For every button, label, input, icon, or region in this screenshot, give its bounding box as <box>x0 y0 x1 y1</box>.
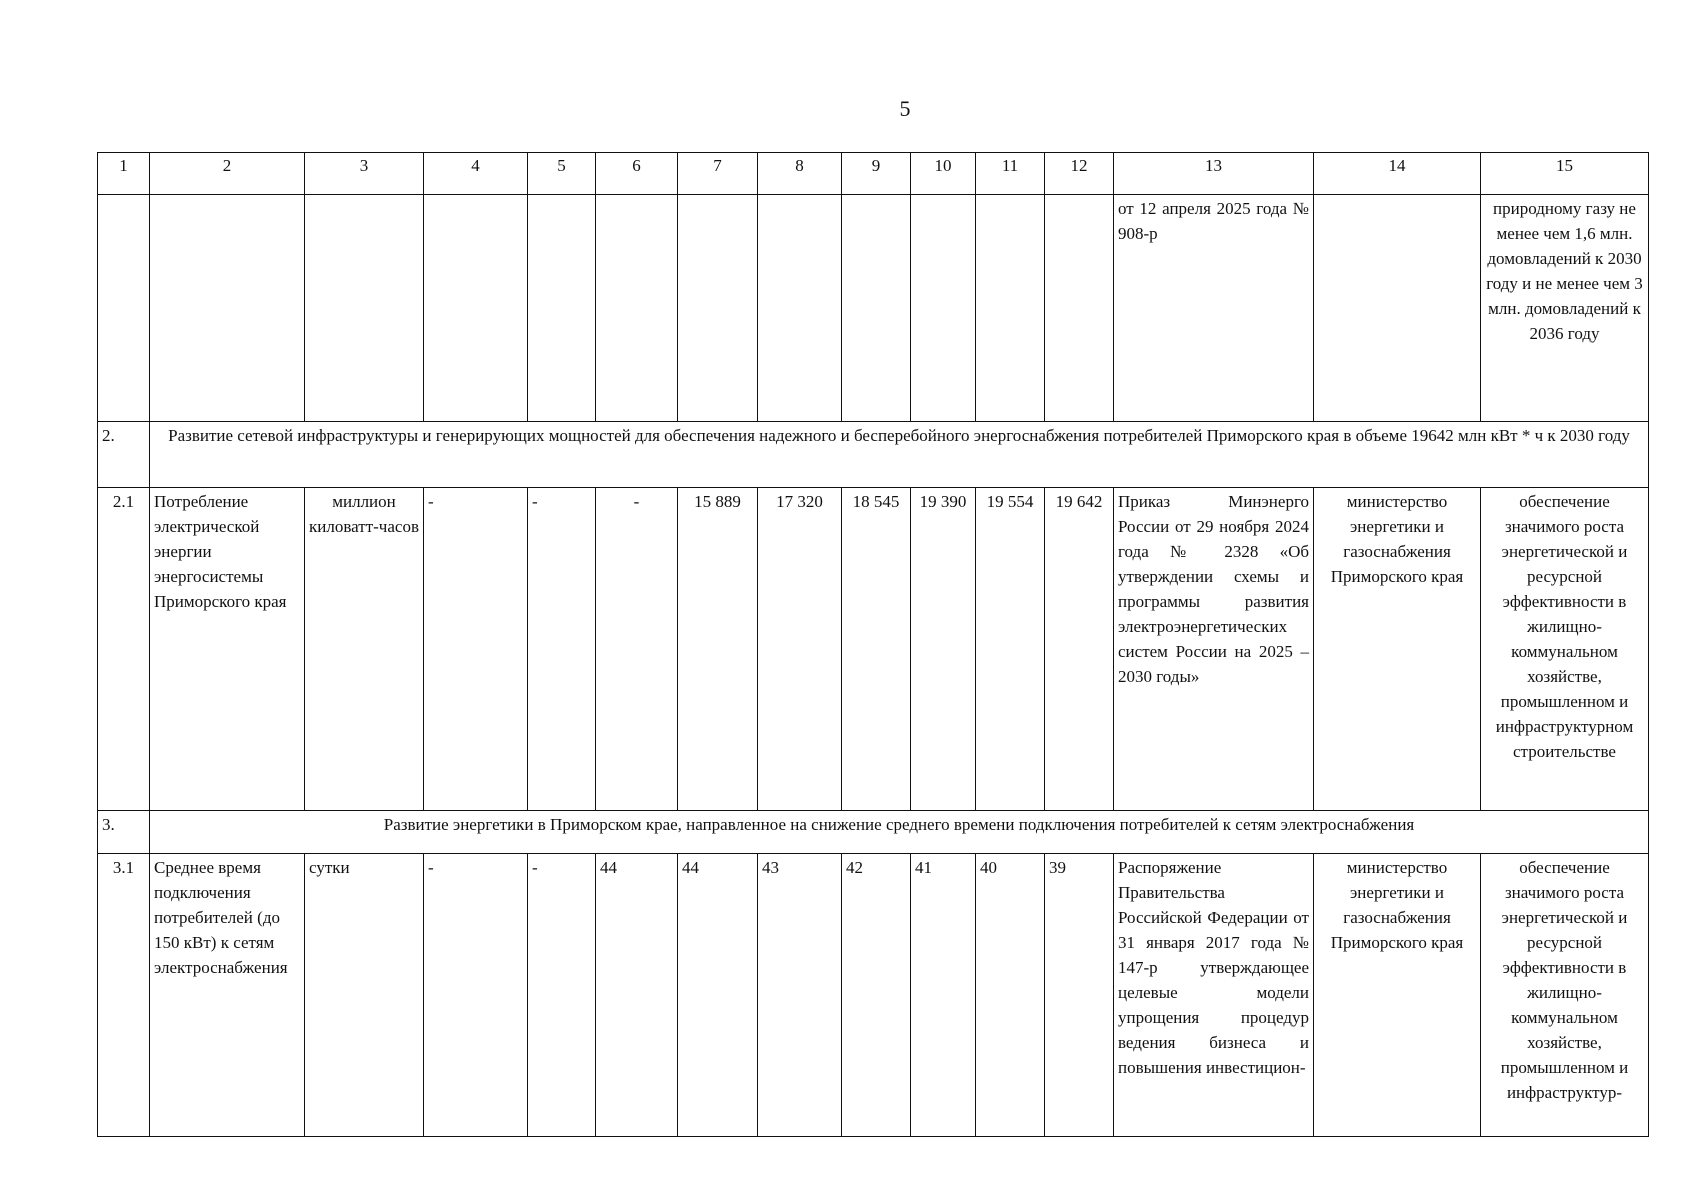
value-cell: - <box>596 488 678 811</box>
value-cell: 19 554 <box>976 488 1045 811</box>
value-cell: 19 390 <box>911 488 976 811</box>
value-cell: 39 <box>1045 854 1114 1137</box>
section-row-2 <box>98 422 1649 488</box>
goal-cell: обеспечение значимого роста энергетической и ресурсной эффективности в жилищно-коммунальном хозяйстве, промышленном и инфраструктурном строительстве <box>1481 488 1649 811</box>
empty-cell <box>678 195 758 422</box>
header-cell: 10 <box>911 153 976 195</box>
indicator-row-2-1 <box>98 488 1649 811</box>
section-number: 2. <box>98 422 150 488</box>
empty-cell <box>424 195 528 422</box>
document-cell: Приказ Минэнерго России от 29 ноября 2024 года № 2328 «Об утверждении схемы и программы развития электроэнергетических систем России на 2025 – 2030 годы» <box>1114 488 1314 811</box>
empty-cell <box>1045 195 1114 422</box>
continuation-row <box>98 195 1649 422</box>
header-cell: 8 <box>758 153 842 195</box>
header-cell: 7 <box>678 153 758 195</box>
document-cell: Распоряжение Правительства Российской Федерации от 31 января 2017 года № 147-р утверждающее целевые модели упрощения процедур ведения бизнеса и повышения инвестицион- <box>1114 854 1314 1137</box>
unit-cell: сутки <box>305 854 424 1137</box>
header-cell: 11 <box>976 153 1045 195</box>
responsible-cell: министерство энергетики и газоснабжения Приморского края <box>1314 488 1481 811</box>
empty-cell <box>1314 195 1481 422</box>
value-cell: 44 <box>596 854 678 1137</box>
header-cell: 14 <box>1314 153 1481 195</box>
value-cell: 40 <box>976 854 1045 1137</box>
row-number: 3.1 <box>98 854 150 1137</box>
indicator-name: Среднее время подключения потребителей (до 150 кВт) к сетям электроснабжения <box>150 854 305 1137</box>
page-number: 5 <box>899 96 911 121</box>
value-cell: 42 <box>842 854 911 1137</box>
value-cell: - <box>424 854 528 1137</box>
value-cell: - <box>528 854 596 1137</box>
indicators-table <box>97 152 1649 1137</box>
value-cell: - <box>528 488 596 811</box>
section-number: 3. <box>98 811 150 854</box>
unit-cell: миллион киловатт-часов <box>305 488 424 811</box>
value-cell: 19 642 <box>1045 488 1114 811</box>
header-cell: 5 <box>528 153 596 195</box>
indicator-row-3-1 <box>98 854 1649 1137</box>
empty-cell <box>150 195 305 422</box>
goal-cell: природному газу не менее чем 1,6 млн. домовладений к 2030 году и не менее чем 3 млн. домовладений к 2036 году <box>1481 195 1649 422</box>
header-cell: 4 <box>424 153 528 195</box>
empty-cell <box>976 195 1045 422</box>
section-title: Развитие сетевой инфраструктуры и генерирующих мощностей для обеспечения надежного и бесперебойного энергоснабжения потребителей Приморского края в объеме 19642 млн кВт * ч к 2030 году <box>150 422 1649 488</box>
indicator-name: Потребление электрической энергии энергосистемы Приморского края <box>150 488 305 811</box>
header-cell: 6 <box>596 153 678 195</box>
document-cell: от 12 апреля 2025 года № 908-р <box>1114 195 1314 422</box>
section-title: Развитие энергетики в Приморском крае, направленное на снижение среднего времени подключения потребителей к сетям электроснабжения <box>150 811 1649 854</box>
header-cell: 1 <box>98 153 150 195</box>
value-cell: 18 545 <box>842 488 911 811</box>
empty-cell <box>842 195 911 422</box>
empty-cell <box>305 195 424 422</box>
header-cell: 3 <box>305 153 424 195</box>
header-row <box>98 153 1649 195</box>
empty-cell <box>98 195 150 422</box>
responsible-cell: министерство энергетики и газоснабжения Приморского края <box>1314 854 1481 1137</box>
header-cell: 2 <box>150 153 305 195</box>
header-cell: 15 <box>1481 153 1649 195</box>
empty-cell <box>911 195 976 422</box>
value-cell: 15 889 <box>678 488 758 811</box>
goal-cell: обеспечение значимого роста энергетической и ресурсной эффективности в жилищно-коммунальном хозяйстве, промышленном и инфраструктур- <box>1481 854 1649 1137</box>
header-cell: 12 <box>1045 153 1114 195</box>
row-number: 2.1 <box>98 488 150 811</box>
value-cell: 41 <box>911 854 976 1137</box>
empty-cell <box>758 195 842 422</box>
value-cell: 44 <box>678 854 758 1137</box>
value-cell: - <box>424 488 528 811</box>
header-cell: 9 <box>842 153 911 195</box>
empty-cell <box>596 195 678 422</box>
section-row-3 <box>98 811 1649 854</box>
value-cell: 17 320 <box>758 488 842 811</box>
empty-cell <box>528 195 596 422</box>
value-cell: 43 <box>758 854 842 1137</box>
header-cell: 13 <box>1114 153 1314 195</box>
